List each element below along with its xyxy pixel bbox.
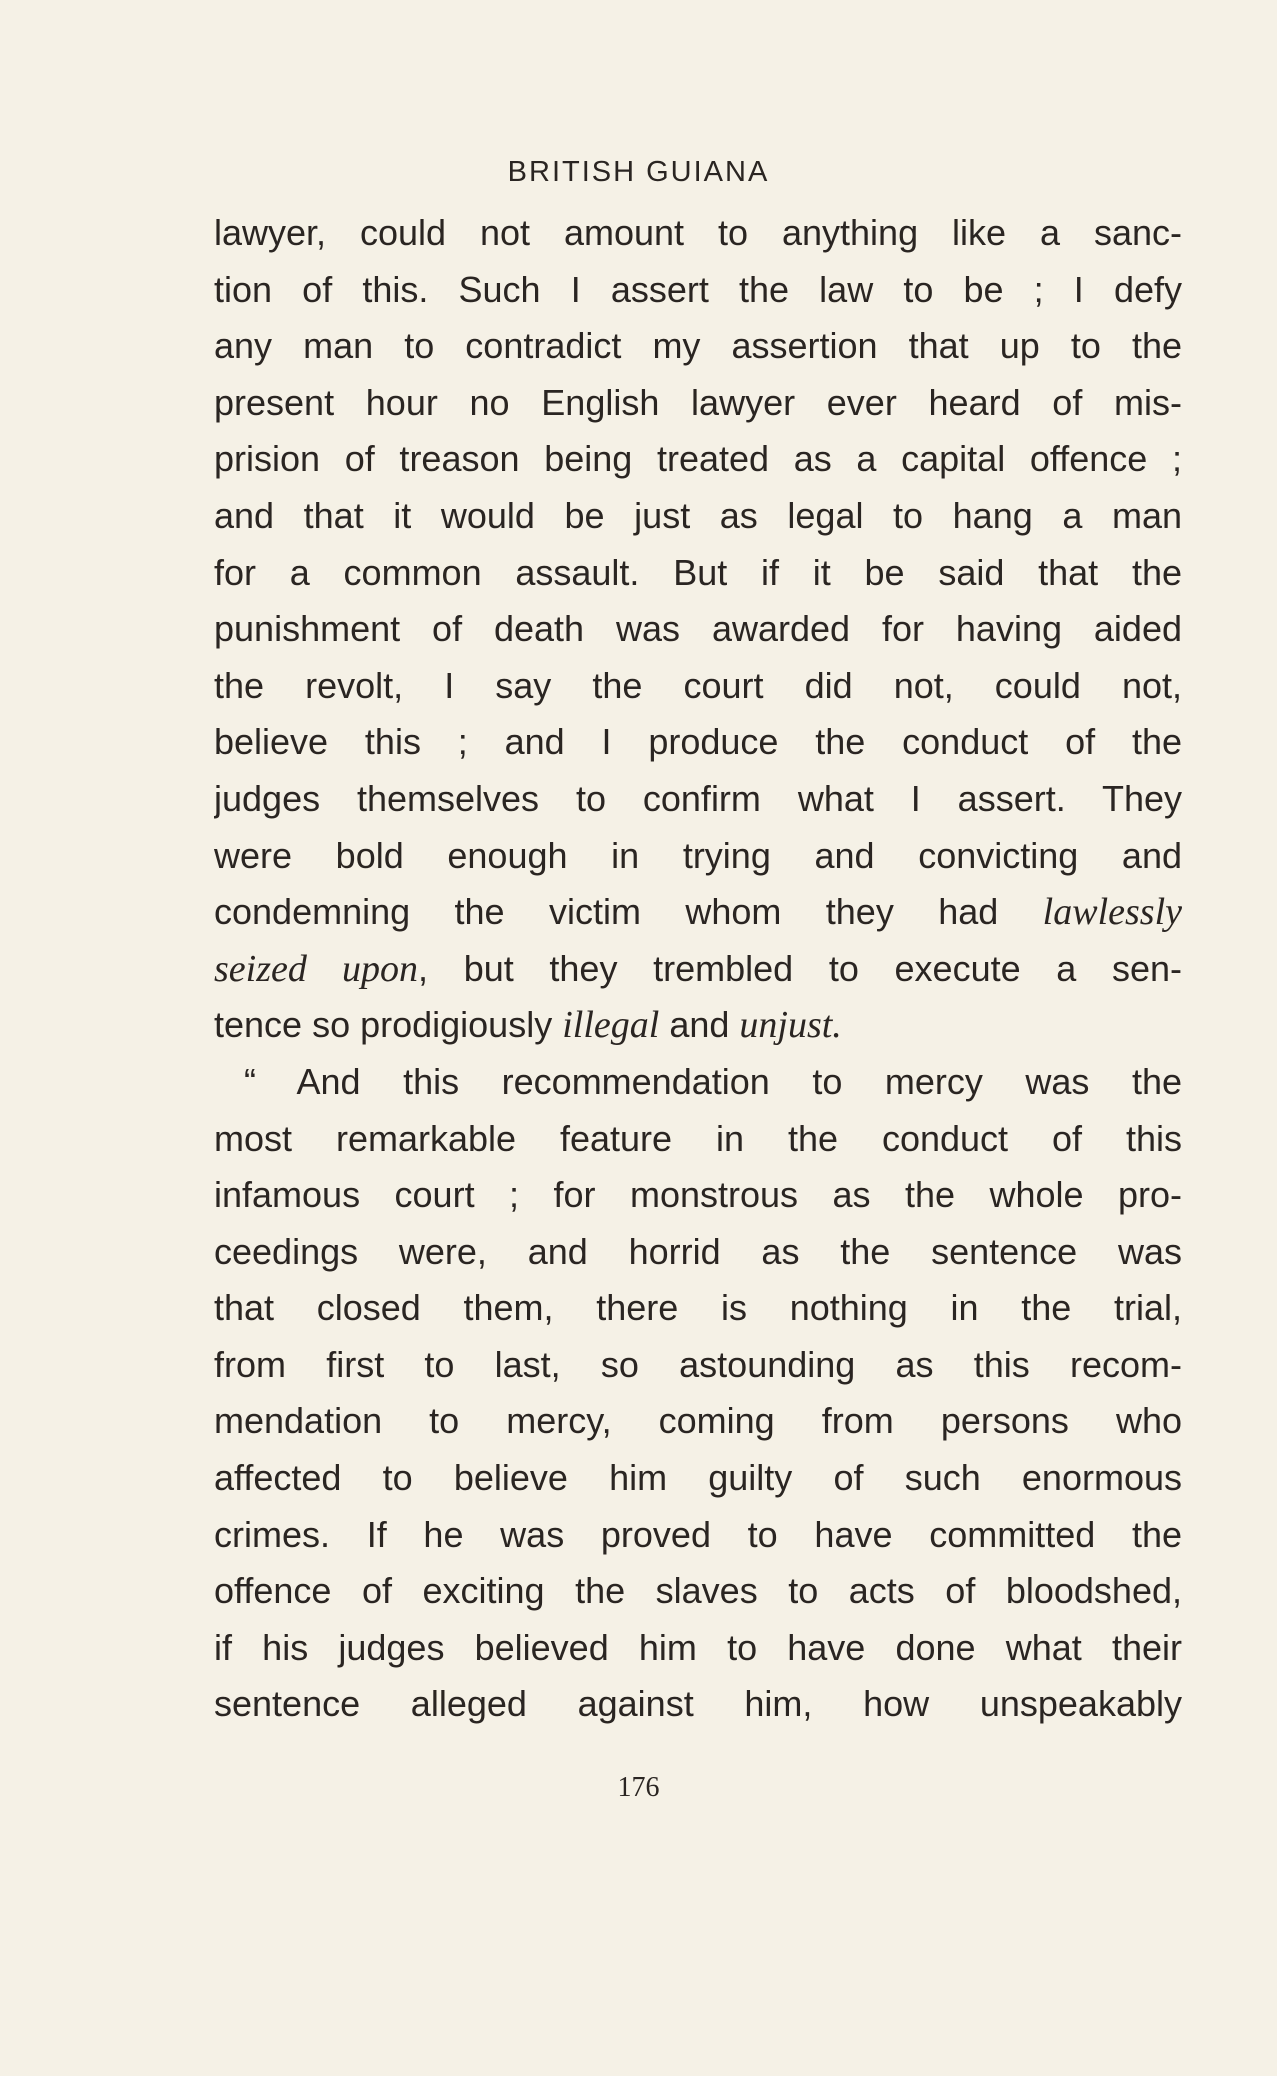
text-line: [214, 884, 1182, 941]
text-line: judges themselves to confirm what I assert. They: [214, 777, 1182, 819]
text-line: for a common assault. But if it be said that the: [214, 551, 1182, 593]
text-line: believe this ; and I produce the conduct of the: [214, 721, 1182, 763]
text-line: mendation to mercy, coming from persons who: [214, 1400, 1182, 1442]
text-line: any man to contradict my assertion that up to the: [214, 325, 1182, 367]
text-line: lawyer, could not amount to anything like a sanc-: [214, 212, 1182, 253]
body-text: [214, 205, 1182, 1733]
text-line: from first to last, so astounding as this recom-: [214, 1343, 1182, 1385]
text-line: most remarkable feature in the conduct of this: [214, 1117, 1182, 1159]
page-number: 176: [617, 1772, 660, 1803]
text-run: , but they trembled to execute a sen-: [418, 947, 1182, 989]
italic-text: illegal: [562, 1004, 660, 1047]
text-run: and: [659, 1004, 740, 1046]
text-line: sentence alleged against him, how unspeakably: [214, 1683, 1182, 1725]
text-line: crimes. If he was proved to have committed the: [214, 1513, 1182, 1555]
text-line: that closed them, there is nothing in the trial,: [214, 1287, 1182, 1329]
text-line: tion of this. Such I assert the law to be ; I defy: [214, 268, 1182, 310]
text-line: infamous court ; for monstrous as the whole pro-: [214, 1174, 1182, 1216]
text-line: [214, 941, 1182, 998]
italic-text: seized upon: [214, 947, 419, 990]
text-line: [214, 997, 1182, 1054]
text-line: present hour no English lawyer ever heard of mis-: [214, 381, 1182, 423]
text-line: affected to believe him guilty of such enormous: [214, 1457, 1182, 1499]
text-line: the revolt, I say the court did not, could not,: [214, 664, 1182, 706]
italic-text: unjust.: [739, 1004, 842, 1047]
text-line: offence of exciting the slaves to acts of bloodshed,: [214, 1570, 1182, 1612]
running-head: BRITISH GUIANA: [507, 156, 770, 188]
text-line: “ And this recommendation to mercy was the: [244, 1060, 1182, 1102]
text-run: condemning the victim whom they had: [214, 891, 1043, 933]
text-line: ceedings were, and horrid as the sentence was: [214, 1230, 1182, 1272]
text-line: were bold enough in trying and convicting and: [214, 834, 1182, 876]
text-line: punishment of death was awarded for having aided: [214, 608, 1182, 650]
text-line: prision of treason being treated as a capital offence ;: [214, 438, 1182, 480]
text-line: and that it would be just as legal to hang a man: [214, 494, 1182, 536]
text-run: tence so prodigiously: [214, 1004, 563, 1046]
italic-text: lawlessly: [1042, 891, 1182, 934]
text-line: if his judges believed him to have done what their: [214, 1626, 1182, 1668]
